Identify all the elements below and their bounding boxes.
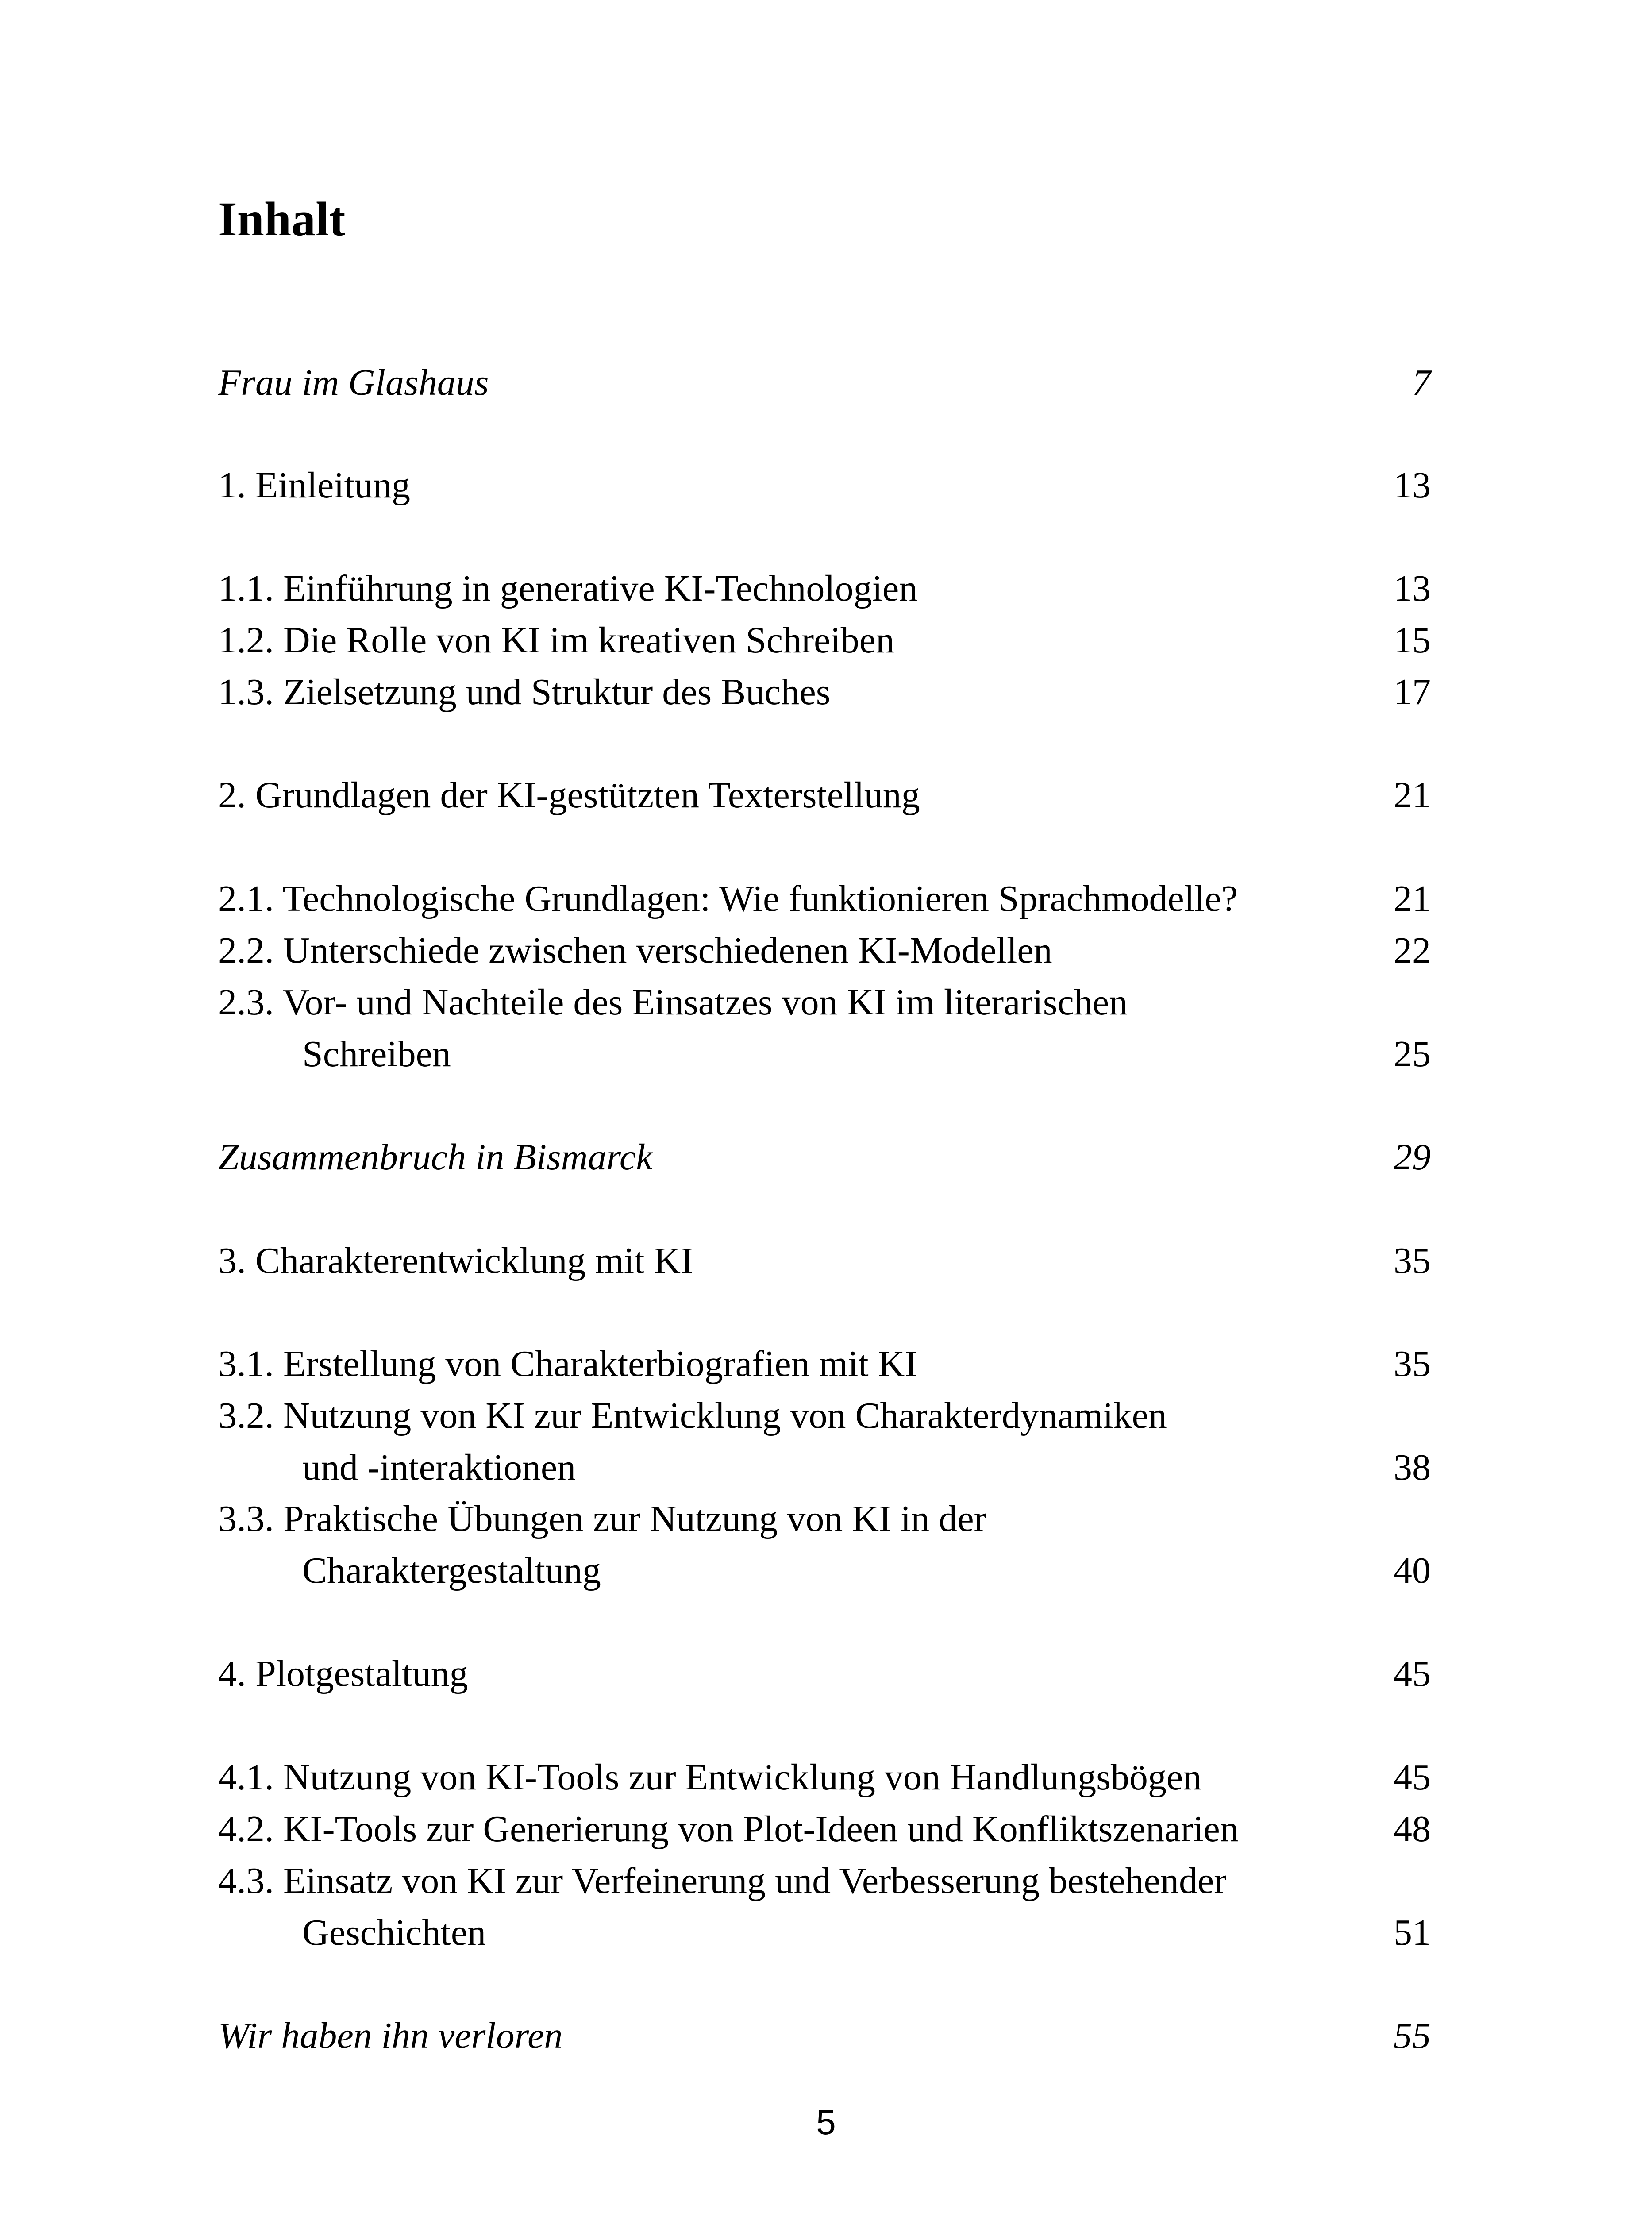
toc-entry-title-continuation: Charaktergestaltung <box>302 1550 601 1591</box>
toc-page-number: 35 <box>1394 1240 1431 1281</box>
toc-entry-title: 3.3. Praktische Übungen zur Nutzung von KI in der <box>218 1498 986 1539</box>
toc-entry-section <box>218 1751 1431 1803</box>
toc-page-number: 45 <box>1394 1757 1431 1798</box>
toc-entry-section <box>218 1390 1431 1493</box>
toc-page-number: 45 <box>1394 1653 1431 1694</box>
toc-page-number: 40 <box>1394 1550 1431 1591</box>
toc-entry-title: 2.1. Technologische Grundlagen: Wie funktionieren Sprachmodelle? <box>218 878 1238 919</box>
toc-entry-title: 4.2. KI-Tools zur Generierung von Plot-Ideen und Konfliktszenarien <box>218 1808 1239 1850</box>
toc-entry-title-continuation: Schreiben <box>302 1033 451 1075</box>
toc-entry-section <box>218 614 1431 666</box>
table-of-contents <box>218 0 1431 2213</box>
toc-page-number: 15 <box>1394 620 1431 661</box>
toc-entry-chapter <box>218 1648 1431 1700</box>
toc-page-number: 22 <box>1394 930 1431 971</box>
toc-entry-section <box>218 976 1431 1080</box>
toc-entry-interlude <box>218 2010 1431 2062</box>
toc-page-number: 21 <box>1394 878 1431 919</box>
toc-entry-title: 3. Charakterentwicklung mit KI <box>218 1240 693 1281</box>
toc-entry-title-continuation: und -interaktionen <box>302 1447 576 1488</box>
toc-entry-section <box>218 925 1431 976</box>
toc-entry-interlude <box>218 357 1431 409</box>
toc-entry-chapter <box>218 1235 1431 1287</box>
toc-entry-section <box>218 1855 1431 1959</box>
toc-page-number: 55 <box>1394 2015 1431 2056</box>
toc-page-number: 13 <box>1394 465 1431 506</box>
toc-page-number: 35 <box>1394 1343 1431 1384</box>
toc-entry-section <box>218 666 1431 718</box>
toc-entry-title: 4.1. Nutzung von KI-Tools zur Entwicklung von Handlungsbögen <box>218 1757 1202 1798</box>
toc-entry-section <box>218 1493 1431 1596</box>
toc-page-number: 51 <box>1394 1912 1431 1953</box>
toc-entry-title: 3.2. Nutzung von KI zur Entwicklung von Charakterdynamiken <box>218 1395 1167 1436</box>
toc-entry-title: 2. Grundlagen der KI-gestützten Texterstellung <box>218 775 920 816</box>
page-title: Inhalt <box>218 192 346 246</box>
toc-page-number: 13 <box>1394 568 1431 609</box>
toc-entry-section <box>218 1338 1431 1390</box>
toc-entry-title: 3.1. Erstellung von Charakterbiografien mit KI <box>218 1343 917 1384</box>
toc-entry-title: Frau im Glashaus <box>218 362 489 403</box>
toc-entry-title: 1.2. Die Rolle von KI im kreativen Schreiben <box>218 620 894 661</box>
toc-page-number: 7 <box>1412 362 1431 403</box>
toc-entry-title: 4.3. Einsatz von KI zur Verfeinerung und Verbesserung bestehender <box>218 1860 1227 1901</box>
page-number-footer: 5 <box>816 2102 836 2142</box>
toc-entry-title: 1. Einleitung <box>218 465 410 506</box>
toc-entry-title: 2.3. Vor- und Nachteile des Einsatzes von KI im literarischen <box>218 982 1128 1023</box>
toc-page-number: 38 <box>1394 1447 1431 1488</box>
toc-entry-title-continuation: Geschichten <box>302 1912 486 1953</box>
toc-entry-title: Zusammenbruch in Bismarck <box>218 1137 653 1178</box>
toc-page-number: 17 <box>1394 671 1431 713</box>
toc-entry-section <box>218 873 1431 925</box>
toc-entry-title: 1.3. Zielsetzung und Struktur des Buches <box>218 671 831 713</box>
toc-page-number: 25 <box>1394 1033 1431 1075</box>
toc-entry-title: 1.1. Einführung in generative KI-Technologien <box>218 568 918 609</box>
toc-entry-chapter <box>218 769 1431 821</box>
toc-entry-section <box>218 563 1431 614</box>
toc-entry-interlude <box>218 1131 1431 1183</box>
toc-page-number: 21 <box>1394 775 1431 816</box>
toc-entry-section <box>218 1803 1431 1855</box>
toc-entry-title: 4. Plotgestaltung <box>218 1653 468 1694</box>
toc-page-number: 48 <box>1394 1808 1431 1850</box>
toc-page-number: 29 <box>1394 1137 1431 1178</box>
toc-entry-title: 2.2. Unterschiede zwischen verschiedenen KI-Modellen <box>218 930 1052 971</box>
toc-entry-title: Wir haben ihn verloren <box>218 2015 563 2056</box>
toc-entry-chapter <box>218 459 1431 511</box>
